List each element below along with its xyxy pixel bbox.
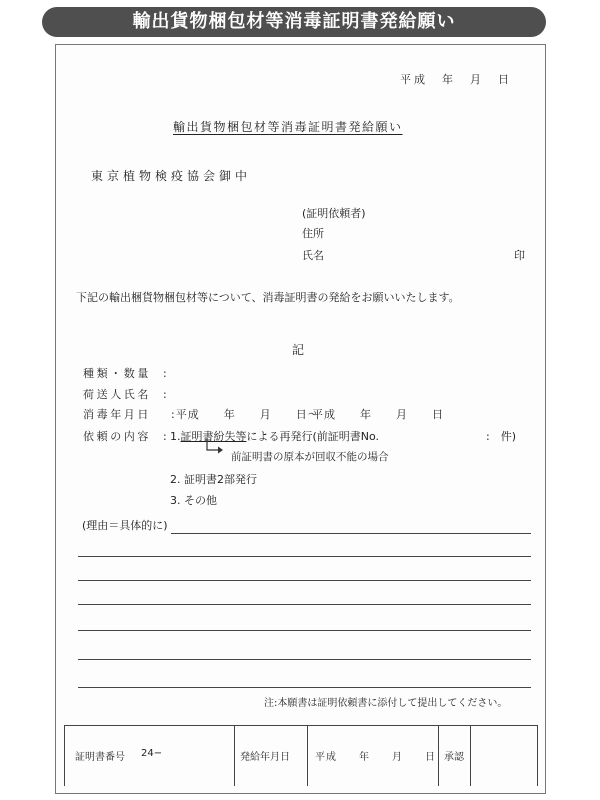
shipper-name-label: 荷送人氏名 — [83, 388, 151, 401]
reason-line[interactable] — [78, 659, 531, 660]
cert-number-label: 証明書番号 — [75, 752, 125, 763]
reason-label: (理由＝具体的に) — [82, 519, 168, 532]
kind-colon: : — [163, 367, 167, 380]
footer-divider — [234, 726, 235, 786]
page-banner: 輸出貨物梱包材等消毒証明書発給願い — [42, 7, 546, 37]
date-line: 平成 年 月 日 — [400, 73, 512, 86]
reason-line[interactable] — [78, 580, 531, 581]
option-1-count: : 件) — [486, 430, 516, 443]
issue-date-label: 発給年月日 — [240, 752, 290, 763]
footer-right-border — [537, 726, 538, 786]
ki-heading: 記 — [292, 343, 305, 357]
reason-line[interactable] — [78, 556, 531, 557]
reason-line[interactable] — [78, 604, 531, 605]
option-reissue — [170, 430, 379, 444]
arrow-icon — [205, 438, 225, 458]
kind-quantity-label: 種類・数量 — [83, 367, 151, 380]
shipper-colon: : — [163, 388, 167, 401]
disinfection-period-from: :平成 年 月 日～ — [171, 408, 320, 421]
name-label: 氏名 — [302, 249, 324, 262]
disinfection-date-label: 消毒年月日 — [83, 408, 151, 421]
option-other: 3. その他 — [170, 494, 217, 507]
footer-divider — [470, 726, 471, 786]
request-body-text: 下記の輸出梱貨物梱包材等について、消毒証明書の発給をお願いいたします。 — [76, 291, 460, 304]
option-1-text: による再発行(前証明書No. — [246, 430, 380, 443]
option-duplicate-issue: 2. 証明書2部発行 — [170, 473, 257, 486]
reason-line[interactable] — [171, 533, 531, 534]
application-form — [55, 44, 546, 794]
footer-divider — [438, 726, 439, 786]
option-1-number: 1. — [170, 430, 181, 443]
issue-date-value: 平成 年 月 日 — [315, 752, 436, 763]
office-use-footer — [64, 725, 538, 786]
seal-mark: 印 — [514, 249, 525, 262]
form-title: 輸出貨物梱包材等消毒証明書発給願い — [173, 120, 403, 134]
approval-label: 承認 — [444, 752, 464, 763]
requester-header: (証明依頼者) — [302, 207, 366, 220]
footer-divider — [307, 726, 308, 786]
request-content-label: 依頼の内容 — [83, 430, 151, 443]
disinfection-period-to: 平成 年 月 日 — [312, 408, 444, 421]
reason-line[interactable] — [78, 630, 531, 631]
addressee: 東京植物検疫協会御中 — [91, 169, 252, 183]
address-label: 住所 — [302, 227, 324, 240]
footer-left-border — [64, 726, 65, 786]
submission-note: 注:本願書は証明依頼書に添付して提出してください。 — [264, 698, 508, 709]
cert-number-value: 24− — [141, 748, 163, 759]
content-colon: : — [163, 430, 167, 443]
reason-line[interactable] — [78, 687, 531, 688]
option-1-subnote: 前証明書の原本が回収不能の場合 — [231, 451, 389, 463]
option-1-underlined: 証明書紛失等 — [180, 430, 247, 443]
